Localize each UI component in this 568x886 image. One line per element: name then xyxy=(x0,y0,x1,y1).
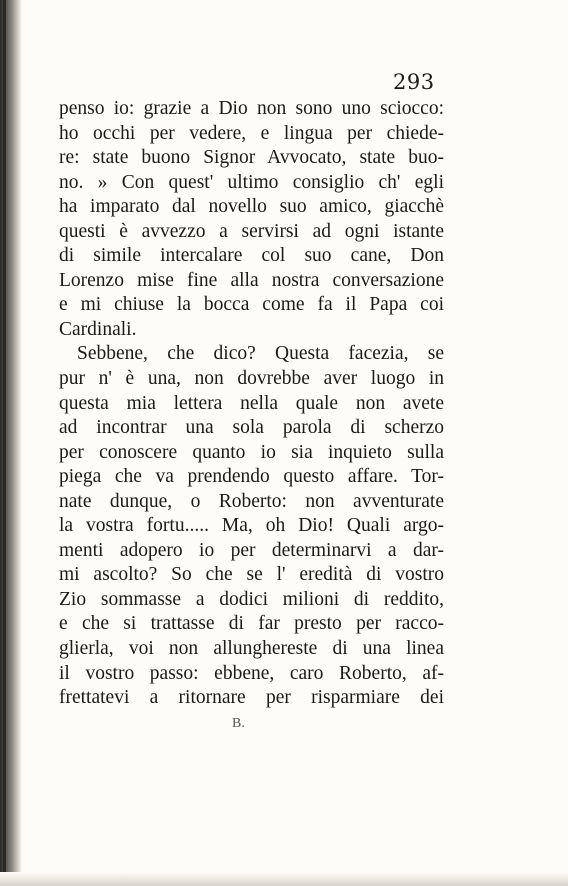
text-line: di simile intercalare col suo cane, Don xyxy=(59,245,444,267)
text-line: per conoscere quanto io sia inquieto sulla xyxy=(59,441,444,463)
text-line: ad incontrar una sola parola di scherzo xyxy=(59,417,444,439)
text-line: penso io: grazie a Dio non sono uno sciocco: xyxy=(59,98,444,119)
text-line: e che si trattasse di far presto per racco- xyxy=(59,613,444,635)
body-text xyxy=(59,97,444,711)
text-line: mi ascolto? So che se l' eredità di vostro xyxy=(59,564,444,586)
paragraph-first-line: Sebbene, che dico? Questa facezia, se xyxy=(77,343,444,365)
text-line: Zio sommasse a dodici milioni di reddito, xyxy=(59,588,444,610)
text-line: ho occhi per vedere, e lingua per chiede- xyxy=(59,122,444,144)
text-line: glierla, voi non allunghereste di una linea xyxy=(59,638,444,660)
page-bottom-edge xyxy=(0,872,568,886)
text-line: il vostro passo: ebbene, caro Roberto, af- xyxy=(59,662,444,684)
text-line: la vostra fortu..... Ma, oh Dio! Quali argo- xyxy=(59,515,444,537)
text-line: Lorenzo mise fine alla nostra conversazione xyxy=(59,269,444,291)
page-number: 293 xyxy=(393,70,435,94)
text-line: pur n' è una, non dovrebbe aver luogo in xyxy=(59,368,444,390)
text-line: questa mia lettera nella quale non avete xyxy=(59,392,444,414)
text-line: questi è avvezzo a servirsi ad ogni istante xyxy=(59,220,444,242)
text-line: ha imparato dal novello suo amico, giacchè xyxy=(59,196,444,218)
text-line: no. » Con quest' ultimo consiglio ch' egli xyxy=(59,171,444,193)
signature-mark: Β. xyxy=(232,716,245,731)
text-line: Cardinali. xyxy=(59,318,137,340)
text-line: re: state buono Signor Avvocato, state buo- xyxy=(59,147,444,169)
text-line: nate dunque, o Roberto: non avventurate xyxy=(59,490,444,512)
text-line: e mi chiuse la bocca come fa il Papa coi xyxy=(59,294,444,316)
text-line: piega che va prendendo questo affare. Tor- xyxy=(59,466,444,488)
text-line: menti adopero io per determinarvi a dar- xyxy=(59,539,444,561)
book-spine-edge xyxy=(3,0,6,886)
text-line: frettatevi a ritornare per risparmiare dei xyxy=(59,687,444,709)
